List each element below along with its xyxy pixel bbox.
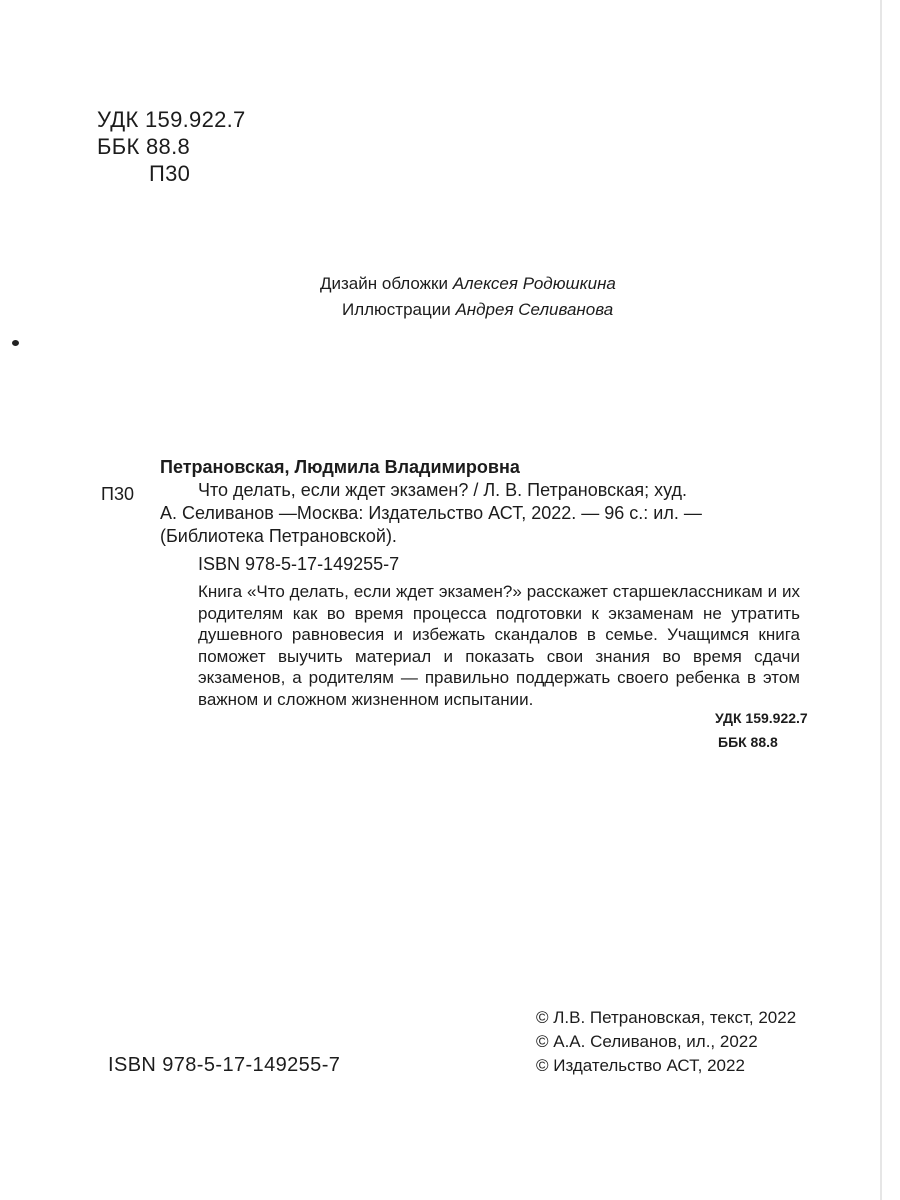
header-bbk: ББК 88.8	[97, 134, 191, 159]
header-author-mark: П30	[149, 161, 191, 186]
annotation-text: Книга «Что делать, если ждет экзамен?» расскажет старшеклассникам и их родителям как во время процесса подготовки к экзаменам не утратить душевного равновесия и избежать скандалов в семье. Учащимся книга поможет выучить материал и показать свои знания во время сдачи экзаменов, а родителям — правильно поддержать своего ребенка в этом важном и сложном жизненном испытании.	[198, 582, 800, 709]
page-edge	[880, 0, 882, 1200]
copyright-text: © Л.В. Петрановская, текст, 2022	[536, 1008, 797, 1027]
cover-credit	[320, 271, 616, 297]
header-classification	[97, 106, 246, 187]
catalog-bbk: ББК 88.8	[718, 734, 778, 750]
catalog-description-line-3: (Библиотека Петрановской).	[160, 526, 397, 546]
copyright-publisher: © Издательство АСТ, 2022	[536, 1056, 745, 1075]
illustrations-credit-label: Иллюстрации	[342, 300, 451, 319]
header-udk: УДК 159.922.7	[97, 107, 246, 132]
catalog-record	[160, 456, 810, 710]
copyright-block	[536, 1006, 796, 1078]
catalog-annotation	[160, 581, 800, 710]
catalog-udk: УДК 159.922.7	[715, 710, 808, 726]
catalog-description-line-1: Что делать, если ждет экзамен? / Л. В. Петрановская; худ.	[198, 480, 688, 500]
cover-credit-name: Алексея Родюшкина	[452, 274, 616, 293]
catalog-description-line-2: А. Селиванов —Москва: Издательство АСТ, 2022. — 96 с.: ил. —	[160, 503, 702, 523]
illustrations-credit-name: Андрея Селиванова	[455, 300, 614, 319]
catalog-author-mark: П30	[101, 484, 134, 504]
catalog-author: Петрановская, Людмила Владимировна	[160, 457, 520, 477]
copyright-illustrations: © А.А. Селиванов, ил., 2022	[536, 1032, 758, 1051]
footer-isbn: ISBN 978-5-17-149255-7	[108, 1054, 341, 1076]
catalog-classification	[715, 706, 808, 754]
catalog-isbn: ISBN 978-5-17-149255-7	[198, 554, 400, 574]
credits	[320, 271, 616, 323]
cover-credit-label: Дизайн обложки	[320, 274, 448, 293]
margin-mark	[12, 340, 19, 346]
illustrations-credit	[320, 297, 616, 323]
